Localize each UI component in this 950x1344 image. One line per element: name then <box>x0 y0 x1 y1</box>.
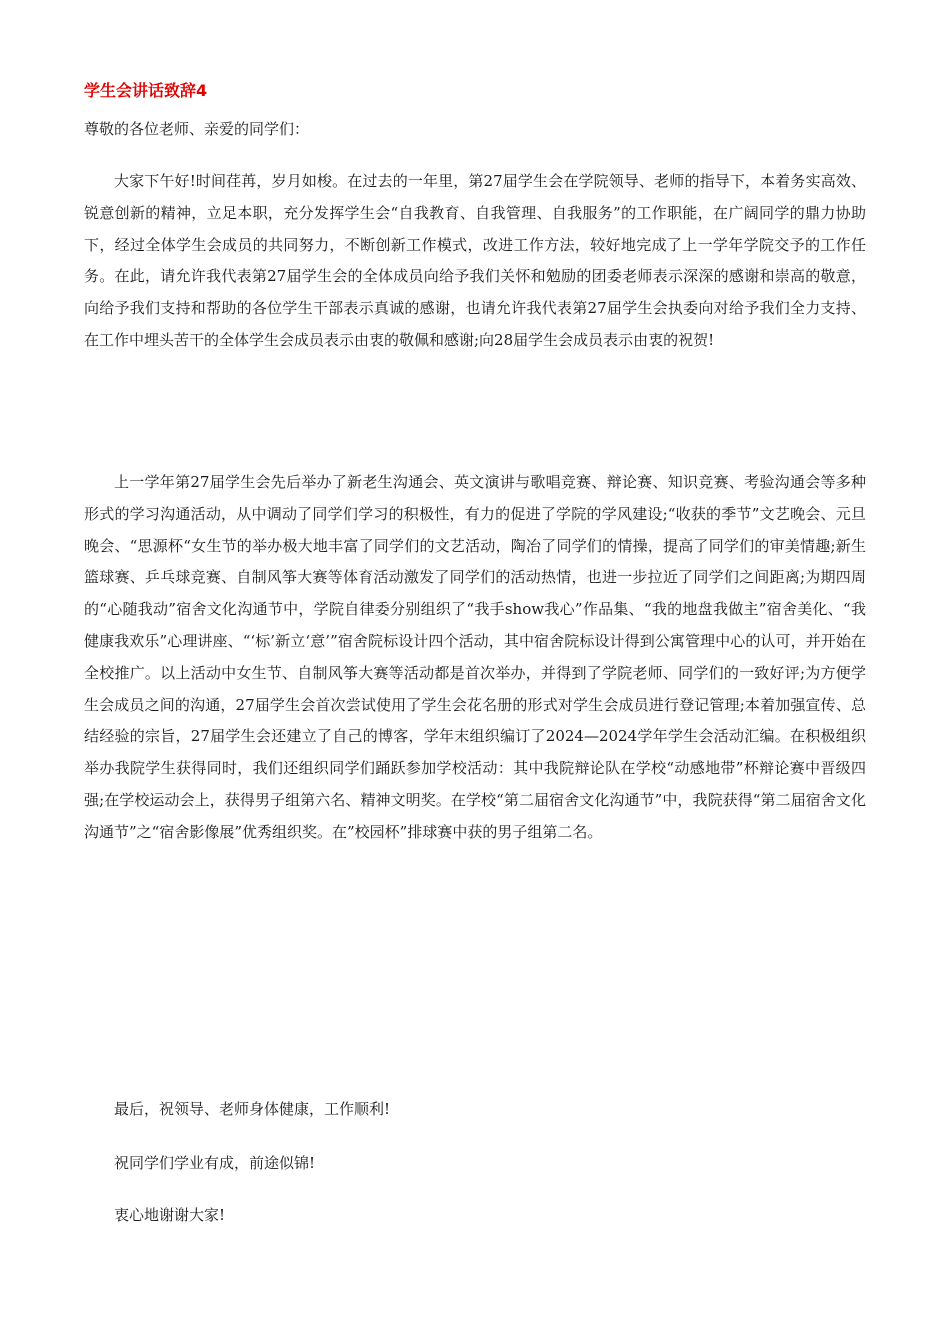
closing-line-1: 最后，祝领导、老师身体健康，工作顺利! <box>114 1100 391 1118</box>
greeting-line: 尊敬的各位老师、亲爱的同学们： <box>84 120 310 138</box>
document-title: 学生会讲话致辞4 <box>84 81 208 100</box>
closing-line-2: 祝同学们学业有成，前途似锦! <box>114 1154 316 1172</box>
body-paragraph-1: 大家下午好!时间荏苒，岁月如梭。在过去的一年里，第27届学生会在学院领导、老师的指导下，本着务实高效、锐意创新的精神，立足本职，充分发挥学生会“自我教育、自我管理、自我服务”的工作职能，在广阔同学的鼎力协助下，经过全体学生会成员的共同努力，不断创新工作模式，改进工作方法，较好地完成了上一学年学院交予的工作任务。在此，请允许我代表第27届学生会的全体成员向给予我们关怀和勉励的团委老师表示深深的感谢和崇高的敬意，向给予我们支持和帮助的各位学生干部表示真诚的感谢，也请允许我代表第27届学生会执委向对给予我们全力支持、在工作中埋头苦干的全体学生会成员表示由衷的敬佩和感谢;向28届学生会成员表示由衷的祝贺! <box>84 172 866 349</box>
closing-line-3: 衷心地谢谢大家! <box>114 1206 226 1224</box>
body-paragraph-2: 上一学年第27届学生会先后举办了新老生沟通会、英文演讲与歌唱竞赛、辩论赛、知识竞赛、考验沟通会等多种形式的学习沟通活动，从中调动了同学们学习的积极性，有力的促进了学院的学风建设;“收获的季节”文艺晚会、元旦晚会、“思源杯“女生节的举办极大地丰富了同学们的文艺活动，陶冶了同学们的情操，提高了同学们的审美情趣;新生篮球赛、乒乓球竞赛、自制风筝大赛等体育活动激发了同学们的活动热情，也进一步拉近了同学们之间距离;为期四周的“心随我动”宿舍文化沟通节中，学院自律委分别组织了“我手show我心”作品集、“我的地盘我做主”宿舍美化、“我健康我欢乐”心理讲座、“‘标’新立‘意’”宿舍院标设计四个活动，其中宿舍院标设计得到公寓管理中心的认可，并开始在全校推广。以上活动中女生节、自制风筝大赛等活动都是首次举办，并得到了学院老师、同学们的一致好评;为方便学生会成员之间的沟通，27届学生会首次尝试使用了学生会花名册的形式对学生会成员进行登记管理;本着加强宣传、总结经验的宗旨，27届学生会还建立了自己的博客，学年末组织编订了2024—2024学年学生会活动汇编。在积极组织举办我院学生获得同时，我们还组织同学们踊跃参加学校活动：其中我院辩论队在学校“动感地带”杯辩论赛中晋级四强;在学校运动会上，获得男子组第六名、精神文明奖。在学校“第二届宿舍文化沟通节”中，我院获得“第二届宿舍文化沟通节”之“宿舍影像展”优秀组织奖。在”校园杯”排球赛中获的男子组第二名。 <box>84 473 866 841</box>
